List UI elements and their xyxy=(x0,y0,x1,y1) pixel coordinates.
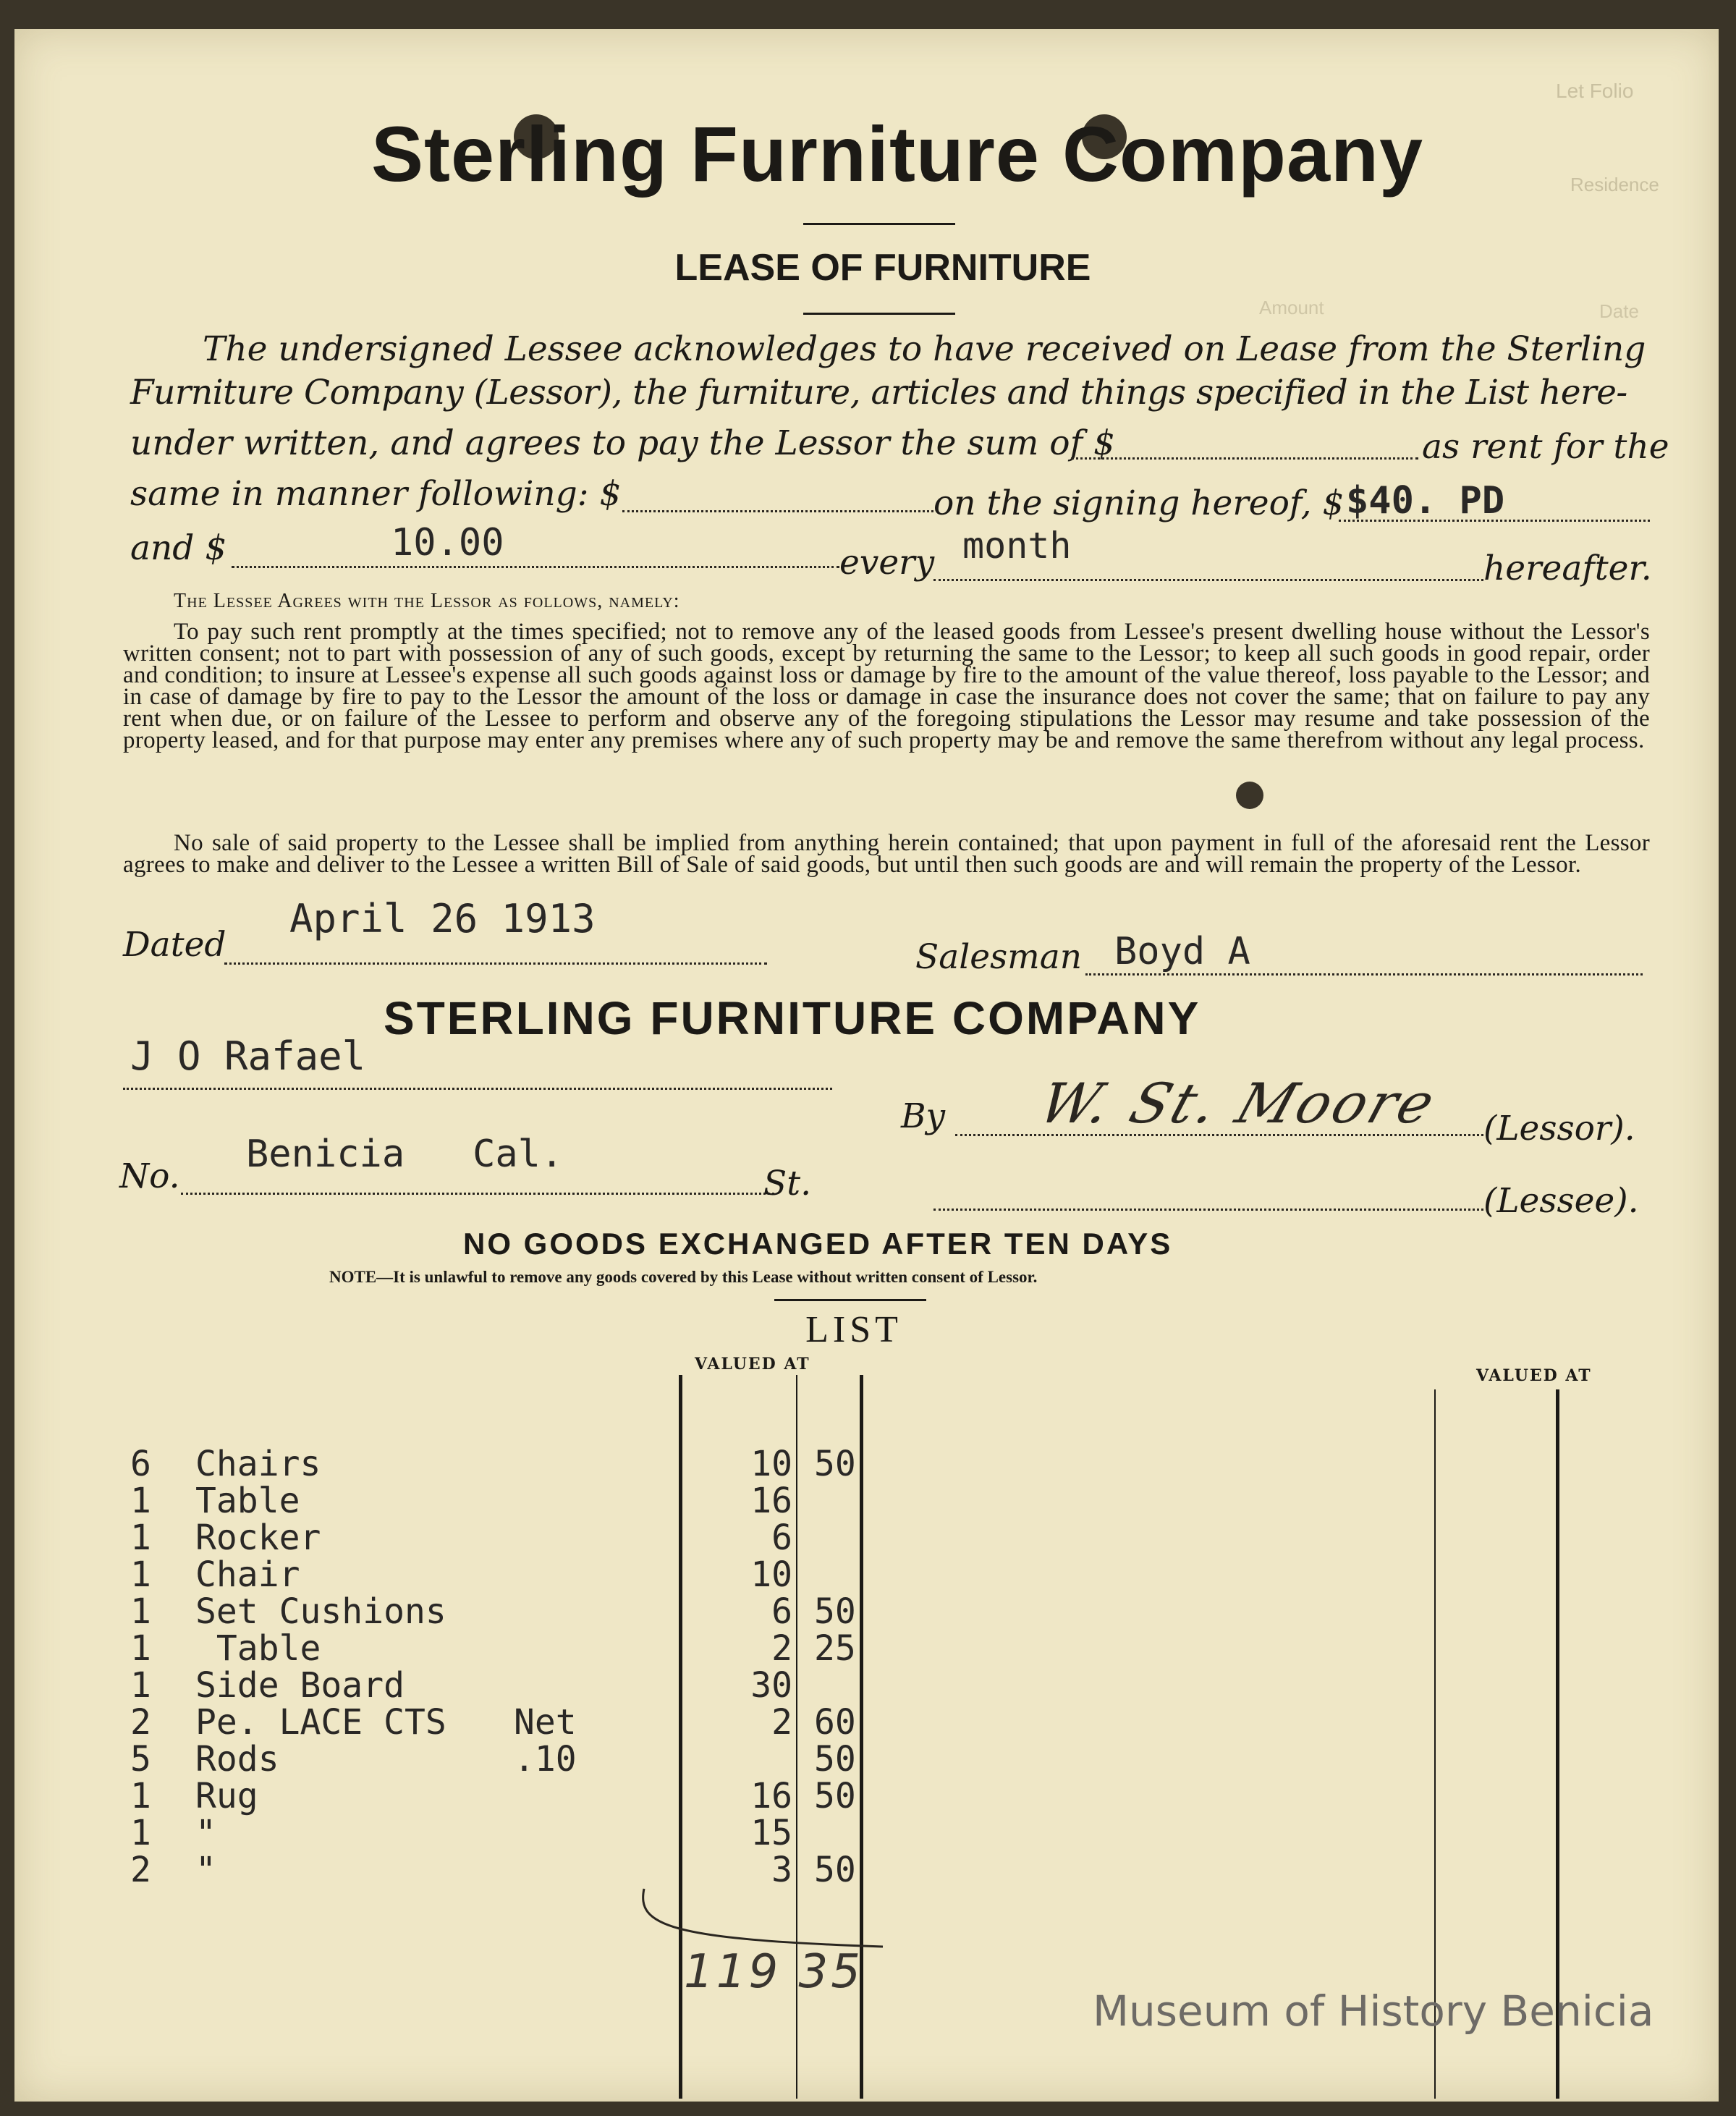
period-field[interactable] xyxy=(933,579,1483,581)
item-dollars: 2 xyxy=(771,1628,792,1669)
item-name: " xyxy=(195,1850,216,1890)
item-quantity: 2 xyxy=(130,1850,151,1890)
item-cents: 60 xyxy=(814,1702,856,1743)
dated-label: Dated xyxy=(123,925,226,965)
item-dollars: 15 xyxy=(750,1813,792,1853)
agreement-paragraph-2: No sale of said property to the Lessee shall be implied from anything herein contained; that upon payment in full of the aforesaid rent the Lessor agrees to make and deliver to the Lessee a written Bill of Sale of said goods, but until then such goods are and will remain the property of the Lessor. xyxy=(123,830,1650,878)
divider xyxy=(803,223,955,225)
intro-line-5-end: hereafter. xyxy=(1483,549,1652,588)
item-quantity: 1 xyxy=(130,1776,151,1816)
item-quantity: 1 xyxy=(130,1665,151,1706)
faint-date: Date xyxy=(1599,300,1639,322)
item-cents: 50 xyxy=(814,1850,856,1890)
document-title: LEASE OF FURNITURE xyxy=(674,247,1091,289)
agreement-heading: The Lessee Agrees with the Lessor as follows, namely: xyxy=(174,590,680,612)
item-note: .10 xyxy=(514,1739,577,1779)
item-cents: 50 xyxy=(814,1591,856,1632)
item-name: Chair xyxy=(195,1554,300,1595)
street-label: St. xyxy=(763,1164,812,1203)
lessee-name: J O Rafael xyxy=(130,1033,366,1079)
item-cents: 50 xyxy=(814,1776,856,1816)
valued-at-left: VALUED AT xyxy=(695,1355,810,1374)
lessor-label: (Lessor). xyxy=(1483,1109,1635,1148)
address-field[interactable] xyxy=(181,1193,774,1195)
item-dollars: 3 xyxy=(771,1850,792,1890)
intro-line-3-end: as rent for the xyxy=(1422,427,1669,467)
legal-note: NOTE—It is unlawful to remove any goods covered by this Lease without written consent of Lessor. xyxy=(329,1268,1038,1286)
item-quantity: 1 xyxy=(130,1481,151,1521)
intro-line-4: same in manner following: $ xyxy=(130,474,622,514)
item-quantity: 2 xyxy=(130,1702,151,1743)
address-value: Benicia Cal. xyxy=(246,1133,564,1176)
rent-sum-field[interactable] xyxy=(1071,457,1418,460)
installment-value: 10.00 xyxy=(391,521,504,564)
period-value: month xyxy=(962,525,1072,567)
item-quantity: 1 xyxy=(130,1554,151,1595)
item-name: Rug xyxy=(195,1776,258,1816)
item-name: Table xyxy=(195,1628,321,1669)
item-cents: 25 xyxy=(814,1628,856,1669)
punch-hole xyxy=(1236,782,1263,809)
lessee-label: (Lessee). xyxy=(1483,1181,1639,1221)
intro-line-2: Furniture Company (Lessor), the furniture, articles and things specified in the List here- xyxy=(130,373,1627,412)
item-dollars: 6 xyxy=(771,1518,792,1558)
agreement-paragraph-1: To pay such rent promptly at the times specified; not to remove any of the leased goods from Lessee's present dwelling house without the Lessor's written consent; not to part with possession of any of such goods, except by returning the same to the Lessor; to keep all such goods in good repair, order and condition; to insure at Lessee's expense all such goods against loss or damage by fire to the amount of the value thereof, loss payable to the Lessor; and in case of damage by fire to pay to the Lessor the amount of the loss or damage in case the insurance does not cover the same; that on failure to pay any rent when due, or on failure of the Lessee to perform and observe any of the foregoing stipulations the Lessor may resume and take possession of the property leased, and for that purpose may enter any premises where any of such property may be and remove the same therefrom without any legal process. xyxy=(123,619,1650,753)
salesman-value: Boyd A xyxy=(1114,930,1250,973)
item-name: Rocker xyxy=(195,1518,321,1558)
dated-field[interactable] xyxy=(224,962,767,965)
divider xyxy=(774,1299,926,1301)
item-quantity: 1 xyxy=(130,1591,151,1632)
item-cents: 50 xyxy=(814,1739,856,1779)
valued-at-right: VALUED AT xyxy=(1476,1366,1592,1385)
item-quantity: 6 xyxy=(130,1444,151,1484)
lease-document xyxy=(14,29,1719,2102)
item-name: Chairs xyxy=(195,1444,321,1484)
item-dollars: 30 xyxy=(750,1665,792,1706)
item-name: Rods xyxy=(195,1739,279,1779)
list-title: LIST xyxy=(805,1309,902,1350)
faint-residence: Residence xyxy=(1570,174,1659,195)
signing-hereof-value: $40. PD xyxy=(1346,479,1505,522)
total-value: 119 35 xyxy=(684,1945,863,1999)
installment-field[interactable] xyxy=(232,566,839,568)
column-rule xyxy=(679,1375,682,2099)
faint-amount: Amount xyxy=(1259,297,1324,318)
signing-amount-field[interactable] xyxy=(622,510,933,512)
company-name: Sterling Furniture Company xyxy=(371,110,1424,198)
item-dollars: 10 xyxy=(750,1554,792,1595)
lessee-sign-field[interactable] xyxy=(933,1209,1483,1211)
by-label: By xyxy=(901,1096,946,1136)
intro-line-3: under written, and agrees to pay the Lessor the sum of $ xyxy=(130,423,1115,463)
item-dollars: 10 xyxy=(750,1444,792,1484)
item-name: Set Cushions xyxy=(195,1591,446,1632)
intro-line-5-mid: every xyxy=(839,543,935,583)
item-dollars: 16 xyxy=(750,1481,792,1521)
exchange-notice: NO GOODS EXCHANGED AFTER TEN DAYS xyxy=(463,1227,1173,1261)
item-dollars: 16 xyxy=(750,1776,792,1816)
intro-line-1: The undersigned Lessee acknowledges to have received on Lease from the Sterling xyxy=(203,329,1646,369)
intro-line-5: and $ xyxy=(130,528,227,568)
intro-line-4-mid: on the signing hereof, $ xyxy=(933,483,1345,523)
item-name: Table xyxy=(195,1481,300,1521)
item-name: " xyxy=(195,1813,216,1853)
item-dollars: 6 xyxy=(771,1591,792,1632)
dated-value: April 26 1913 xyxy=(289,896,596,941)
salesman-field[interactable] xyxy=(1085,973,1643,976)
company-caps: STERLING FURNITURE COMPANY xyxy=(384,992,1201,1044)
item-cents: 50 xyxy=(814,1444,856,1484)
signature: W. St. Moore xyxy=(1031,1071,1446,1135)
salesman-label: Salesman xyxy=(915,937,1083,977)
item-dollars: 2 xyxy=(771,1702,792,1743)
item-name: Pe. LACE CTS xyxy=(195,1702,446,1743)
item-quantity: 1 xyxy=(130,1628,151,1669)
lessee-name-field[interactable] xyxy=(123,1088,832,1090)
item-quantity: 5 xyxy=(130,1739,151,1779)
faint-folio: Let Folio xyxy=(1556,80,1634,102)
item-quantity: 1 xyxy=(130,1813,151,1853)
watermark: Museum of History Benicia xyxy=(1093,1986,1654,2036)
divider xyxy=(803,313,955,315)
item-note: Net xyxy=(514,1702,577,1743)
item-quantity: 1 xyxy=(130,1518,151,1558)
item-name: Side Board xyxy=(195,1665,405,1706)
no-label: No. xyxy=(119,1156,180,1196)
